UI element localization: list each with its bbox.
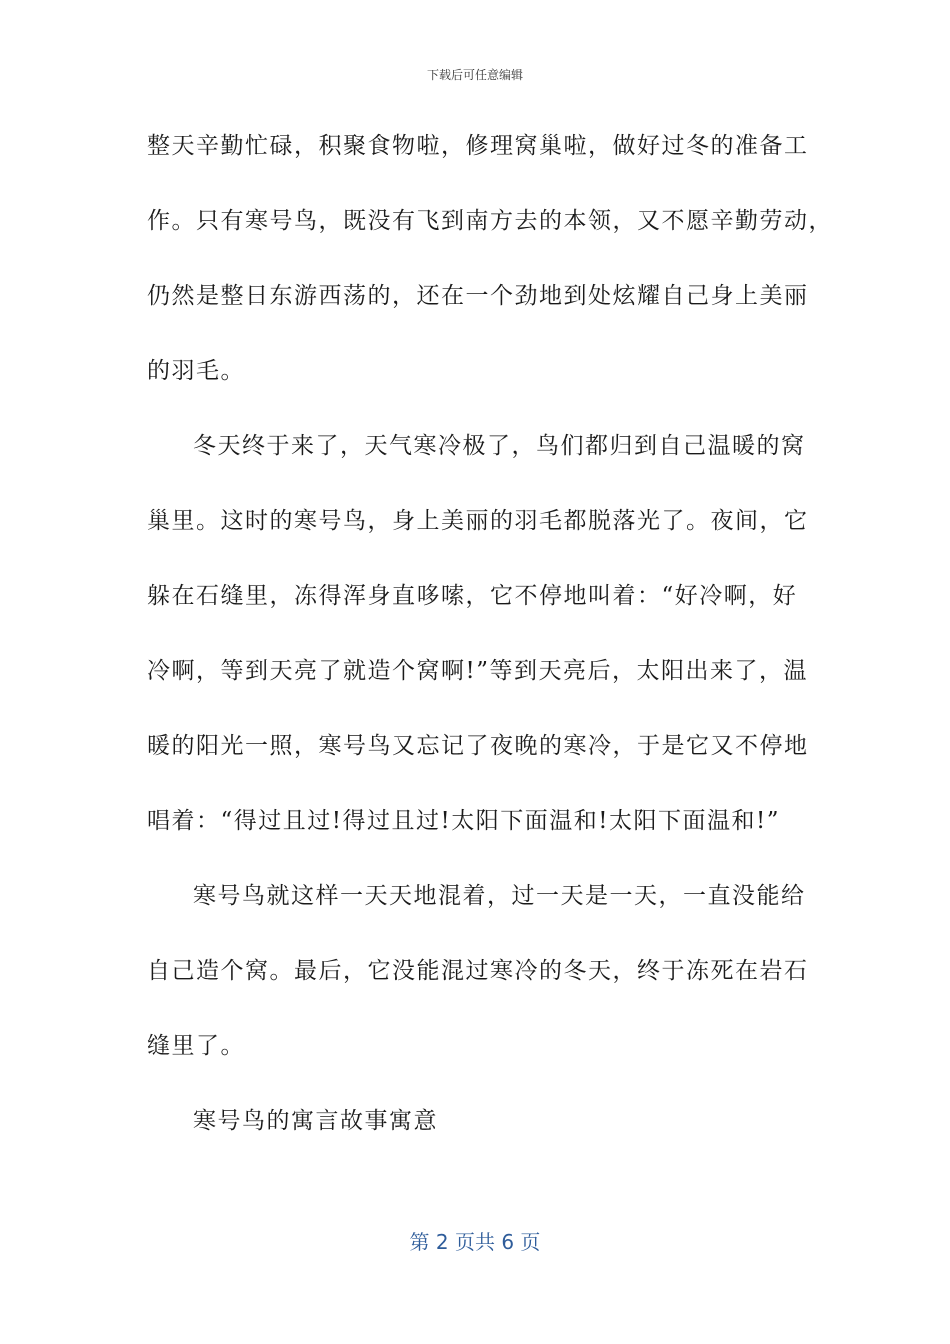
text-line: 缝里了。: [147, 1033, 245, 1059]
text-line: 的羽毛。: [147, 358, 245, 384]
page-number-footer: 第 2 页共 6 页: [409, 1230, 541, 1254]
text-line: 躲在石缝里，冻得浑身直哆嗦，它不停地叫着：“好冷啊，好: [147, 583, 798, 609]
text-line: 仍然是整日东游西荡的，还在一个劲地到处炫耀自己身上美丽: [147, 283, 809, 309]
text-line: 冷啊，等到天亮了就造个窝啊!”等到天亮后，太阳出来了，温: [147, 658, 809, 684]
text-line: 作。只有寒号鸟，既没有飞到南方去的本领，又不愿辛勤劳动，: [147, 208, 833, 234]
text-line: 巢里。这时的寒号鸟，身上美丽的羽毛都脱落光了。夜间，它: [147, 508, 809, 534]
section-heading: 寒号鸟的寓言故事寓意: [193, 1108, 438, 1134]
text-line: 整天辛勤忙碌，积聚食物啦，修理窝巢啦，做好过冬的准备工: [147, 133, 809, 159]
paragraph-start-line: 冬天终于来了，天气寒冷极了，鸟们都归到自己温暖的窝: [193, 433, 806, 459]
page-header: 下载后可任意编辑: [426, 68, 523, 82]
text-line: 唱着：“得过且过!得过且过!太阳下面温和!太阳下面温和!”: [147, 808, 780, 834]
text-line: 自己造个窝。最后，它没能混过寒冷的冬天，终于冻死在岩石: [147, 958, 809, 984]
text-line: 暖的阳光一照，寒号鸟又忘记了夜晚的寒冷，于是它又不停地: [147, 733, 809, 759]
paragraph-start-line: 寒号鸟就这样一天天地混着，过一天是一天，一直没能给: [193, 883, 806, 909]
